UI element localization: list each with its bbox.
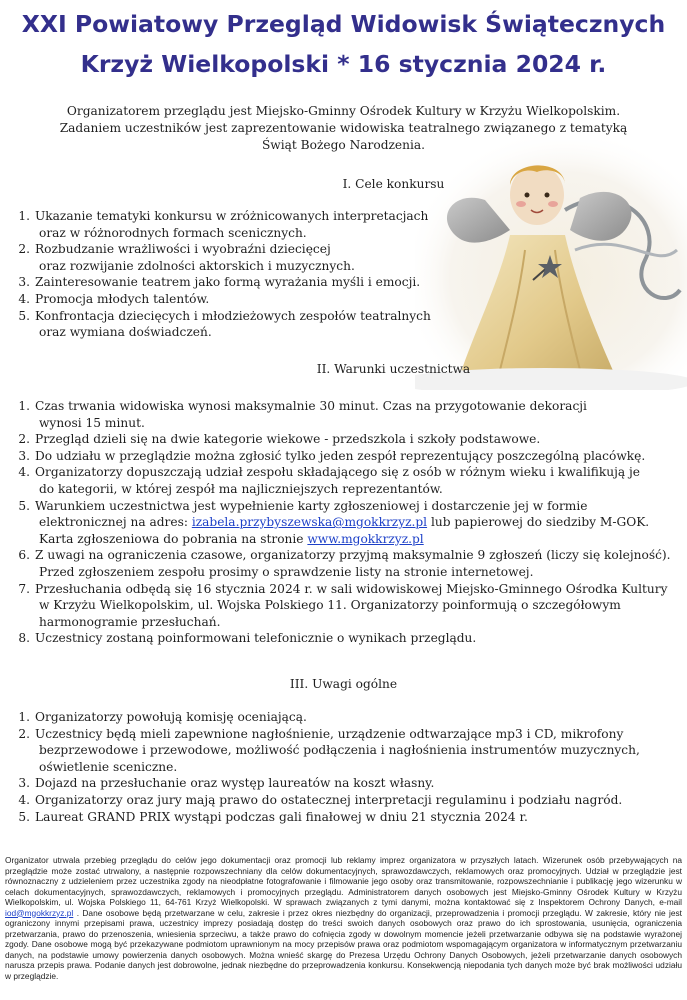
- item-number: 1.: [18, 399, 30, 413]
- item-text: Do udziału w przeglądzie można zgłosić tylko jeden zespół reprezentujący poszczególną placówkę.: [35, 448, 646, 463]
- item-text: Dojazd na przesłuchanie oraz występ laureatów na koszt własny.: [35, 776, 435, 791]
- section-heading-goals: I. Cele konkursu: [342, 177, 445, 191]
- list-item: [2, 308, 442, 341]
- item-text-continued: [35, 514, 682, 531]
- item-text: Karta zgłoszeniowa do pobrania na stronie: [39, 531, 308, 546]
- item-text: Zainteresowanie teatrem jako formą wyrażania myśli i emocji.: [35, 275, 421, 290]
- item-text-continued: harmonogramie przesłuchań.: [39, 614, 221, 629]
- page-title-line-1: XXI Powiatowy Przegląd Widowisk Świątecznych: [21, 10, 666, 38]
- item-text: Rozbudzanie wrażliwości i wyobraźni dziecięcej: [35, 242, 331, 257]
- list-item: [2, 630, 682, 647]
- item-text: Uczestnicy będą mieli zapewnione nagłośnienie, urządzenie odtwarzające mp3 i CD, mikrofony: [35, 726, 624, 741]
- page-title-line-2: Krzyż Wielkopolski * 16 stycznia 2024 r.: [80, 50, 607, 78]
- item-text-continued: wynosi 15 minut.: [39, 415, 145, 430]
- item-number: 6.: [18, 548, 30, 563]
- gdpr-text: . Dane osobowe będą przetwarzane w celu, zakresie i przez okres niezbędny do organizacji, przeprowadzenia i promocji przeglądu. W zakresie, który nie jest ograniczony innymi przepisami prawa, uczestnicy imprezy posiadają dostęp do treści swoich danych osobowych oraz prawo do ich sprostowania, usunięcia, ograniczenia przetwarzania, prawo do przenoszenia, wniesienia sprzeciwu, a także prawo do cofnięcia zgody w dowolnym momencie jeżeli przetwarzanie odbywa się na podstawie wyrażonej zgody. Dane osobowe mogą być przekazywane podmiotom uprawnionym na mocy przepisów prawa oraz podmiotom wspomagającym organizatora w informatycznym przetwarzaniu danych, na podstawie umowy powierzenia danych osobowych. Można wnieść skargę do Prezesa Urzędu Ochrony Danych Osobowych, jeżeli przetwarzanie danych osobowych narusza przepis prawa. Podanie danych jest dobrowolne, jednak niezbędne do przeprowadzenia konkursu. Konsekwencją niepodania tych danych może być brak możliwości udziału w przeglądzie.: [5, 907, 682, 981]
- item-text: elektronicznej na adres:: [39, 515, 192, 530]
- item-text: Organizatorzy oraz jury mają prawo do ostatecznej interpretacji regulaminu i podziału nagród.: [35, 792, 623, 807]
- item-text: Ukazanie tematyki konkursu w zróżnicowanych interpretacjach: [35, 209, 429, 223]
- item-number: 8.: [18, 631, 30, 646]
- list-item: [2, 291, 442, 308]
- item-text-continued: bezprzewodowe i przewodowe, możliwość podłączenia i nagłośnienia instrumentów muzycznych,: [39, 743, 640, 758]
- list-item: [2, 241, 442, 274]
- gdpr-text: Organizator utrwala przebieg przeglądu do celów jego dokumentacji oraz promocji lub reklamy imprez organizatora w przyszłych latach. Wizerunek osób przebywających na przeglądzie może zostać utrwalony, a następnie rozpowszechniany dla celów dokumentacyjnych, sprawozdawczych, reklamowych oraz promocyjnych. Udział w przeglądzie jest równoznaczny z udzieleniem przez uczestnika zgody na nieodpłatne fotografowanie i filmowanie jego osoby oraz transmitowanie, rozpowszechnianie i publikację jego wizerunku w celach dokumentacyjnych, sprawozdawczych, reklamowych i promocyjnych przeglądu. Administratorem danych osobowych jest Miejsko-Gminny Ośrodek Kultury w Krzyżu Wielkopolskim, ul. Wojska Polskiego 11, 64-761 Krzyż Wielkopolski. W sprawach związanych z tymi danymi, można kontaktować się z Inspektorem Ochrony Danych, e-mail: [5, 855, 682, 907]
- iod-email-link[interactable]: iod@mgokkrzyz.pl: [5, 907, 74, 918]
- list-item: [2, 498, 682, 548]
- item-number: 1.: [18, 710, 30, 724]
- item-number: 5.: [18, 809, 30, 824]
- email-link[interactable]: izabela.przybyszewska@mgokkrzyz.pl: [191, 515, 428, 530]
- item-number: 5.: [18, 498, 30, 513]
- item-text: Promocja młodych talentów.: [35, 291, 210, 306]
- item-number: 3.: [18, 448, 30, 463]
- list-item: [2, 464, 682, 497]
- item-text-continued: do kategorii, w której zespół ma najliczniejszych reprezentantów.: [39, 481, 443, 496]
- item-text: Laureat GRAND PRIX wystąpi podczas gali finałowej w dniu 21 stycznia 2024 r.: [35, 809, 528, 824]
- list-item: [2, 448, 682, 465]
- item-text: Przesłuchania odbędą się 16 stycznia 2024 r. w sali widowiskowej Miejsko-Gminnego Ośrodka Kultury: [35, 581, 668, 596]
- item-text: lub papierowej do siedziby M-GOK.: [427, 515, 650, 530]
- list-item: [2, 709, 682, 726]
- list-item: [2, 431, 682, 448]
- intro-paragraph: [40, 103, 647, 154]
- item-text-continued: w Krzyżu Wielkopolskim, ul. Wojska Polskiego 11. Organizatorzy poinformują o szczegółowym: [39, 598, 621, 613]
- item-text: Przegląd dzieli się na dwie kategorie wiekowe - przedszkola i szkoły podstawowe.: [35, 432, 541, 447]
- item-number: 2.: [18, 726, 30, 741]
- intro-line: Świąt Bożego Narodzenia.: [261, 138, 426, 152]
- list-item: [2, 792, 682, 809]
- list-item: [2, 547, 682, 580]
- intro-line: Organizatorem przeglądu jest Miejsko-Gminny Ośrodek Kultury w Krzyżu Wielkopolskim.: [66, 104, 621, 118]
- item-number: 4.: [18, 465, 30, 480]
- item-number: 5.: [18, 308, 30, 323]
- intro-line: Zadaniem uczestników jest zaprezentowanie widowiska teatralnego związanego z tematyką: [59, 121, 628, 135]
- item-text: Uczestnicy zostaną poinformowani telefonicznie o wynikach przeglądu.: [35, 631, 477, 646]
- goals-list: [2, 208, 442, 341]
- list-item: [2, 775, 682, 792]
- list-item: [2, 274, 442, 291]
- item-number: 3.: [18, 275, 30, 290]
- item-text: Organizatorzy powołują komisję oceniającą.: [35, 710, 307, 724]
- item-number: 7.: [18, 581, 30, 596]
- section-heading-conditions: II. Warunki uczestnictwa: [316, 362, 471, 376]
- item-number: 1.: [18, 209, 30, 223]
- conditions-list: [2, 398, 682, 647]
- list-item: [2, 726, 682, 776]
- item-text: Czas trwania widowiska wynosi maksymalnie 30 minut. Czas na przygotowanie dekoracji: [35, 399, 587, 413]
- item-text-continued: oraz w różnorodnych formach scenicznych.: [39, 225, 307, 240]
- item-text: Konfrontacja dziecięcych i młodzieżowych zespołów teatralnych: [35, 308, 431, 323]
- section-heading-general-notes: III. Uwagi ogólne: [289, 677, 398, 691]
- item-number: 4.: [18, 792, 30, 807]
- list-item: [2, 208, 442, 241]
- item-number: 3.: [18, 776, 30, 791]
- item-text: Z uwagi na ograniczenia czasowe, organizatorzy przyjmą maksymalnie 9 zgłoszeń (liczy się kolejność).: [35, 548, 671, 563]
- item-text-continued: oświetlenie sceniczne.: [39, 759, 178, 774]
- item-text-continued: [35, 531, 682, 548]
- list-item: [2, 398, 682, 431]
- item-number: 4.: [18, 291, 30, 306]
- item-text-continued: oraz rozwijanie zdolności aktorskich i muzycznych.: [39, 258, 355, 273]
- item-number: 2.: [18, 432, 30, 447]
- general-notes-list: [2, 709, 682, 825]
- item-text: Organizatorzy dopuszczają udział zespołu składającego się z osób w różnym wieku i kwalifikują je: [35, 465, 641, 480]
- item-text-continued: oraz wymiana doświadczeń.: [39, 325, 212, 340]
- list-item: [2, 581, 682, 631]
- item-text: Warunkiem uczestnictwa jest wypełnienie karty zgłoszeniowej i dostarczenie jej w formie: [35, 498, 588, 513]
- list-item: [2, 809, 682, 826]
- item-text-continued: Przed zgłoszeniem zespołu prosimy o sprawdzenie listy na stronie internetowej.: [39, 564, 534, 579]
- website-link[interactable]: www.mgokkrzyz.pl: [307, 531, 424, 546]
- gdpr-notice: [5, 855, 682, 981]
- item-number: 2.: [18, 242, 30, 257]
